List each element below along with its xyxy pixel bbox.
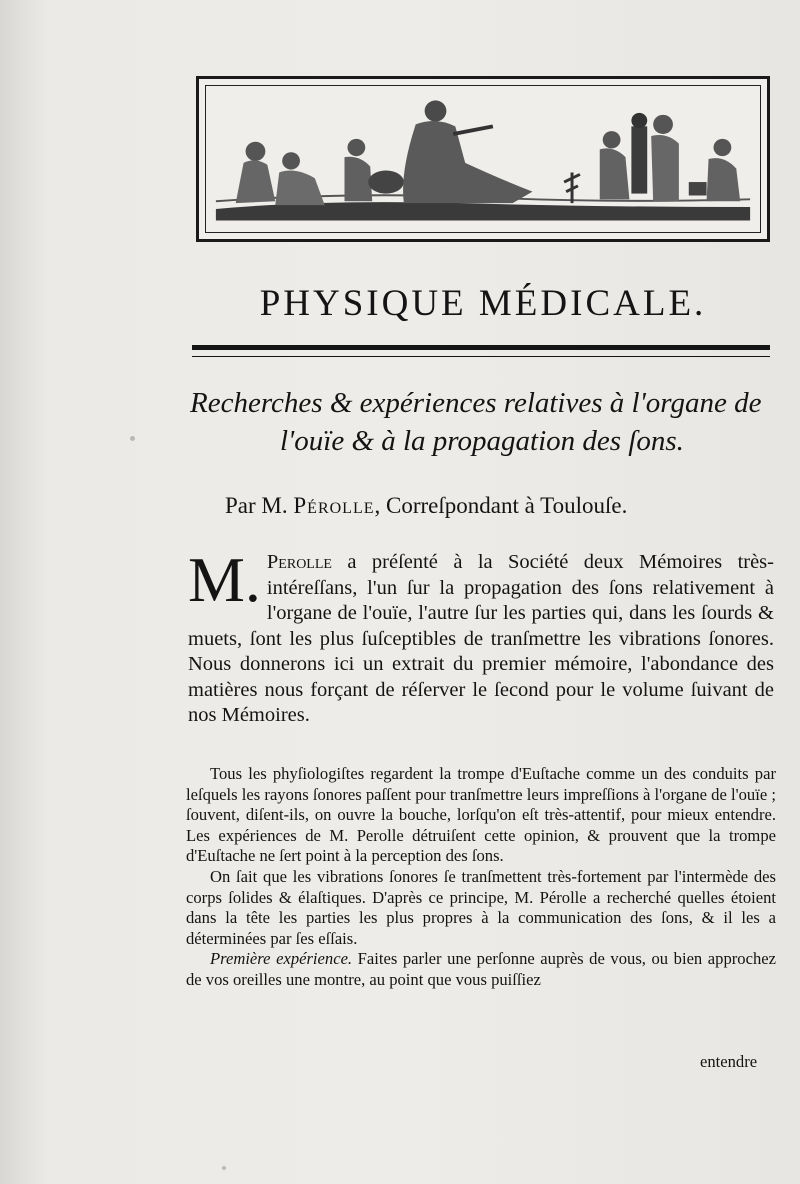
article-body xyxy=(186,764,776,991)
decorative-engraving xyxy=(196,76,770,242)
scan-speck xyxy=(130,436,135,441)
author-byline xyxy=(225,493,785,519)
subtitle-line-1: Recherches & expériences relatives à l'organe de xyxy=(190,387,762,419)
byline-prefix: Par M. xyxy=(225,493,288,518)
page-title: PHYSIQUE MÉDICALE. xyxy=(259,283,707,324)
experiment-label: Première expérience. xyxy=(210,949,353,969)
catchword: entendre xyxy=(700,1052,758,1071)
scan-speck xyxy=(222,1166,226,1170)
lead-text: a préſenté à la Société deux Mémoires très-intéreſſans, l'un ſur la propagation des ſons relativement à l'organe de l'ouïe, l'autre ſur les parties qui, dans les ſourds & muets, ſont les plus ſuſceptibles de tranſmettre les vibrations ſonores. Nous donnerons ici un extrait du premier mémoire, l'abondance des matières nous forçant de réſerver le ſecond pour le volume ſuivant de nos Mémoires. xyxy=(188,551,774,726)
byline-suffix: , Correſpondant à Toulouſe. xyxy=(374,493,628,518)
lead-name: Perolle xyxy=(266,551,332,573)
engraving-illustration xyxy=(206,86,760,232)
experiment-text: Faites parler une perſonne auprès de vous, ou bien approchez de vos oreilles une montre, au point que vous puiſſiez xyxy=(186,949,776,989)
title-rule-thin xyxy=(192,356,770,357)
subtitle-line-2: l'ouïe & à la propagation des ſons. xyxy=(280,425,684,457)
article-subtitle xyxy=(190,384,780,460)
lead-paragraph xyxy=(188,544,774,729)
engraving-frame xyxy=(205,85,761,233)
paragraph-1: Tous les phyſiologiſtes regardent la trompe d'Euſtache comme un des conduits par leſquels les rayons ſonores paſſent pour tranſmettre leurs impreſſions à l'organe de l'ouïe ; ſouvent, diſent-ils, on ouvre la bouche, lorſqu'on eſt très-attentif, pour mieux entendre. Les expériences de M. Perolle détruiſent cette opinion, & prouvent que la trompe d'Euſtache ne ſert point à la perception des ſons. xyxy=(186,764,776,866)
paragraph-3 xyxy=(186,949,776,990)
author-name: Pérolle xyxy=(293,493,375,518)
drop-cap: M. xyxy=(188,544,261,615)
title-rule-thick xyxy=(192,345,770,350)
paragraph-2: On ſait que les vibrations ſonores ſe tranſmettent très-fortement par l'intermède des corps ſolides & élaſtiques. D'après ce principe, M. Pérolle a recherché quelles étoient dans la tête les parties les plus propres à la communication des ſons, & il les a déterminées par ſes eſſais. xyxy=(186,866,776,948)
